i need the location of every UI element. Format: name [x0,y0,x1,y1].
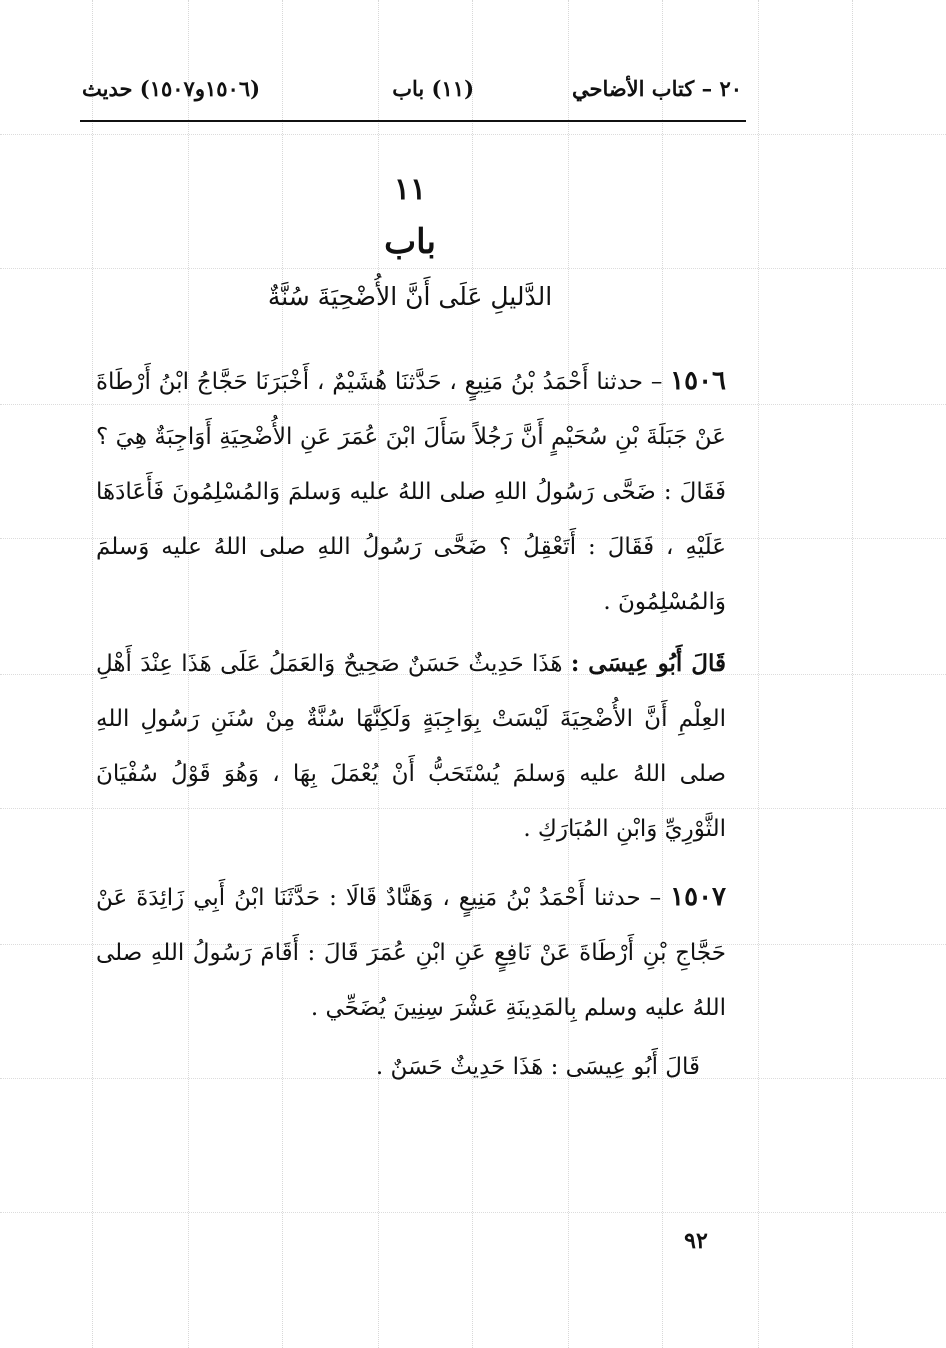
commentary-text: هَذَا حَدِيثٌ حَسَنٌ . [375,1054,551,1080]
hadith-number: ١٥٠٧ [670,882,726,912]
commentary-speaker: قَالَ أَبُو عِيسَى : [550,1054,700,1080]
header-divider [80,120,746,122]
hadith-paragraph [96,870,726,1036]
running-header [82,72,742,112]
hadith-number: ١٥٠٦ [670,366,726,396]
hadith-text: – حدثنا أَحْمَدُ بْنُ مَنِيعٍ ، حَدَّثنَا هُشَيْمٌ ، أَخْبَرَنَا حَجَّاجُ ابْنُ أَرْطَاةَ عَنْ جَبَلَةَ بْنِ سُحَيْمٍ أَنَّ رَجُلاً سَأَلَ ابْنَ عُمَرَ عَنِ الأُضْحِيَةِ أَوَاجِبَةٌ هِيَ ؟ فَقَالَ : ضَحَّى رَسُولُ اللهِ صلى اللهُ عليه وَسلمَ وَالمُسْلِمُونَ فَأَعَادَهَا عَلَيْهِ ، فَقَالَ : أَتَعْقِلُ ؟ ضَحَّى رَسُولُ اللهِ صلى اللهُ عليه وَسلمَ وَالمُسْلِمُونَ . [96,369,726,615]
scan-grid-line [0,134,946,135]
commentary-paragraph [280,1040,700,1095]
commentary-text: هَذَا حَدِيثٌ حَسَنٌ صَحِيحٌ وَالعَمَلُ عَلَى هَذَا عِنْدَ أَهْلِ العِلْمِ أَنَّ الأُضْحِيَةَ لَيْسَتْ بِوَاجِبَةٍ وَلَكِنَّهَا سُنَّةٌ مِنْ سُنَنِ رَسُولِ اللهِ صلى اللهُ عليه وَسلمَ يُسْتَحَبُّ أَنْ يُعْمَلَ بِهَا ، وَهُوَ قَوْلُ سُفْيَانَ الثَّوْرِيِّ وَابْنِ المُبَارَكِ . [96,651,726,842]
header-hadith-range: (١٥٠٦و١٥٠٧) حديث [82,76,261,101]
page-number: ٩٢ [684,1228,708,1254]
header-chapter-label: (١١) باب [392,76,474,101]
chapter-word: باب [384,222,436,262]
header-book-title: ٢٠ – كتاب الأضاحي [571,76,742,101]
hadith-paragraph [96,354,726,630]
scan-grid-line [852,0,853,1348]
hadith-text: – حدثنا أَحْمَدُ بْنُ مَنِيعٍ ، وَهَنَّادٌ قَالَا : حَدَّثَنَا ابْنُ أَبِي زَائِدَةَ عَنْ حَجَّاجِ بْنِ أَرْطَاةَ عَنْ نَافِعٍ عَنِ ابْنِ عُمَرَ قَالَ : أَقَامَ رَسُولُ اللهِ صلى اللهُ عليه وسلم بِالمَدِينَةِ عَشْرَ سِنِينَ يُضَحِّي . [96,885,726,1021]
commentary-speaker: قَالَ أَبُو عِيسَى : [570,650,726,677]
commentary-paragraph [96,636,726,857]
chapter-title: الدَّليلِ عَلَى أَنَّ الأُضْحِيَةَ سُنَّةٌ [267,282,553,311]
chapter-number: ١١ [393,172,427,207]
scan-grid-line [0,1212,946,1213]
scan-grid-line [0,268,946,269]
